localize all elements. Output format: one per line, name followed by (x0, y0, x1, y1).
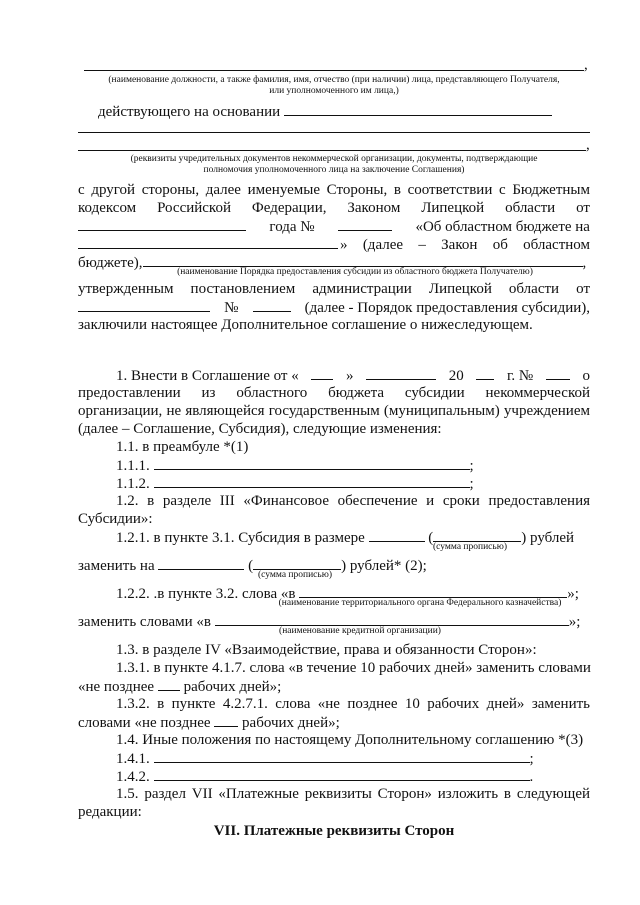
intro-word: Липецкой (421, 200, 485, 216)
item-1-2-line-1: 1.2. в разделе III «Финансовое обеспечение и сроки предоставления (116, 493, 590, 509)
budget-label: бюджете), (78, 255, 143, 271)
item-1-5-line-2: редакции: (78, 804, 142, 820)
item-1-1-2-label: 1.1.2. (116, 476, 150, 492)
signatory-line-end: , (584, 57, 588, 73)
words-not-later-label: словами «не позднее (78, 715, 211, 731)
item-1-3-1-line-2 (78, 677, 590, 696)
law-title-label: «Об областном бюджете на (415, 219, 590, 235)
caption-credit: (наименование кредитной организации) (279, 626, 441, 636)
days-blank-2 (214, 713, 238, 727)
item-1-4-2-label: 1.4.2. (116, 769, 150, 785)
intro-word: Российской (157, 200, 231, 216)
item-1-4: 1.4. Иные положения по настоящему Дополнительному соглашению *(3) (116, 732, 584, 748)
quote-close: »; (567, 586, 579, 602)
item-1-4-1-label: 1.4.1. (116, 751, 150, 767)
intro-word: области (505, 200, 556, 216)
intro-word: от (576, 200, 590, 216)
item-1-4-2 (116, 767, 590, 786)
intro-line-1: с другой стороны, далее именуемые Стороны, в соответствии с Бюджетным (78, 182, 590, 198)
caption-sum-1: (сумма прописью) (433, 542, 507, 552)
item-1-line-3: организации, не являющейся государственным (муниципальным) учреждением (78, 403, 590, 419)
intro-word: кодексом (78, 200, 137, 216)
documents-line-2 (78, 150, 586, 151)
intro-line-7 (78, 298, 590, 317)
item-1-1-1-label: 1.1.1. (116, 458, 150, 474)
agreement-number-blank (546, 366, 570, 380)
item-1-3-2-line-2 (78, 713, 590, 732)
item-1-3-2-line-1: 1.3.2. в пункте 4.2.7.1. слова «не позднее 10 рабочих дней» заменить (116, 696, 590, 712)
intro-line-4 (78, 235, 590, 254)
working-days-label: рабочих дней»; (242, 715, 340, 731)
item-1-1-2-blank (154, 474, 470, 488)
paren-open: ( (248, 558, 254, 574)
acting-basis-label: действующего на основании (98, 104, 281, 120)
caption-procedure: (наименование Порядка предоставления субсидии из областного бюджета Получателю) (177, 267, 533, 277)
subsidy-amount-words-blank (433, 528, 521, 542)
item-1-line-4: (далее – Соглашение, Субсидия), следующие изменения: (78, 421, 442, 437)
resolution-number-label: № (224, 300, 239, 316)
procedure-line-end: , (582, 255, 587, 271)
intro-line-2 (78, 199, 590, 217)
item-1-2-line-2: Субсидии»: (78, 511, 153, 527)
credit-org-blank (215, 612, 569, 626)
item-1-4-2-blank (154, 767, 530, 781)
documents-line-1 (78, 132, 590, 133)
intro-line-6: утвержденным постановлением администрации Липецкой области от (78, 281, 590, 297)
agreement-day-blank (311, 366, 333, 380)
agreement-year-blank (476, 366, 494, 380)
period: . (529, 769, 534, 785)
intro-line-3 (78, 217, 590, 236)
replace-words-label: заменить словами «в (78, 614, 211, 630)
section-title: VII. Платежные реквизиты Сторон (213, 823, 455, 839)
caption-documents-1: (реквизиты учредительных документов некоммерческой организации, документы, подтверждающие (130, 154, 538, 164)
semicolon: ; (469, 458, 474, 474)
item-1-2-1-label: 1.2.1. в пункте 3.1. Субсидия в размере (116, 530, 365, 546)
days-blank-1 (158, 677, 180, 691)
not-later-label: «не позднее (78, 679, 155, 695)
acting-basis-line (98, 102, 578, 121)
item-1-line-1 (116, 366, 590, 385)
signatory-name-line (84, 70, 584, 71)
new-amount-words-blank (253, 556, 341, 570)
caption-treasury: (наименование территориального органа Федерального казначейства) (278, 598, 562, 608)
caption-sum-2: (сумма прописью) (258, 570, 332, 580)
working-days-label: рабочих дней»; (183, 679, 282, 695)
semicolon: ; (469, 476, 474, 492)
caption-signatory-2: или уполномоченного им лица,) (269, 86, 399, 96)
item-1-4-1 (116, 749, 590, 768)
procedure-short-label: (далее - Порядок предоставления субсидии), (304, 300, 590, 316)
rubles-label: ) рублей (521, 530, 575, 546)
item-1-about: о (582, 368, 590, 384)
item-1-line-2: предоставлении из областного бюджета субсидии некоммерческой (78, 385, 590, 401)
intro-word: Федерации, (251, 200, 327, 216)
item-1-1-2 (116, 474, 590, 493)
item-1-5-line-1: 1.5. раздел VII «Платежные реквизиты Сторон» изложить в следующей (116, 786, 590, 802)
replace-label: заменить на (78, 558, 155, 574)
item-1-1-1-blank (154, 456, 470, 470)
treasury-name-blank (299, 584, 567, 598)
law-year-blank (78, 235, 338, 249)
intro-line-8: заключили настоящее Дополнительное соглашение о нижеследующем. (78, 317, 533, 333)
law-date-blank (78, 217, 246, 231)
item-1-lead: 1. Внести в Соглашение от « (116, 368, 299, 384)
procedure-name-blank (143, 253, 583, 267)
semicolon: ; (529, 751, 534, 767)
law-number-blank (338, 217, 392, 231)
item-1-year-prefix: 20 (448, 368, 464, 384)
item-1-2-2-label: 1.2.2. .в пункте 3.2. слова «в (116, 586, 296, 602)
item-1-3-1-line-1: 1.3.1. в пункте 4.1.7. слова «в течение 10 рабочих дней» заменить словами (116, 660, 591, 676)
documents-line-end: , (586, 137, 590, 153)
quote-close: »; (568, 614, 581, 630)
resolution-date-blank (78, 298, 210, 312)
item-1-number-label: г. № (506, 368, 534, 384)
item-1-1: 1.1. в преамбуле *(1) (116, 439, 249, 455)
item-1-1-1 (116, 456, 590, 475)
law-short-label: » (далее – Закон об областном (340, 237, 590, 253)
law-year-label: года № (269, 219, 315, 235)
item-1-quote: » (345, 368, 354, 384)
agreement-month-blank (366, 366, 436, 380)
rubles-label: ) рублей* (2); (341, 558, 427, 574)
paren-open: ( (428, 530, 434, 546)
intro-word: Законом (347, 200, 401, 216)
item-1-3: 1.3. в разделе IV «Взаимодействие, права и обязанности Сторон»: (116, 642, 537, 658)
caption-signatory-1: (наименование должности, а также фамилия, имя, отчество (при наличии) лица, представляющего Получателя, (108, 75, 560, 85)
resolution-number-blank (253, 298, 291, 312)
caption-documents-2: полномочия уполномоченного лица на заключение Соглашения) (203, 165, 465, 175)
new-amount-blank (158, 556, 244, 570)
acting-basis-blank (284, 102, 552, 116)
subsidy-amount-blank (369, 528, 425, 542)
item-1-4-1-blank (154, 749, 530, 763)
